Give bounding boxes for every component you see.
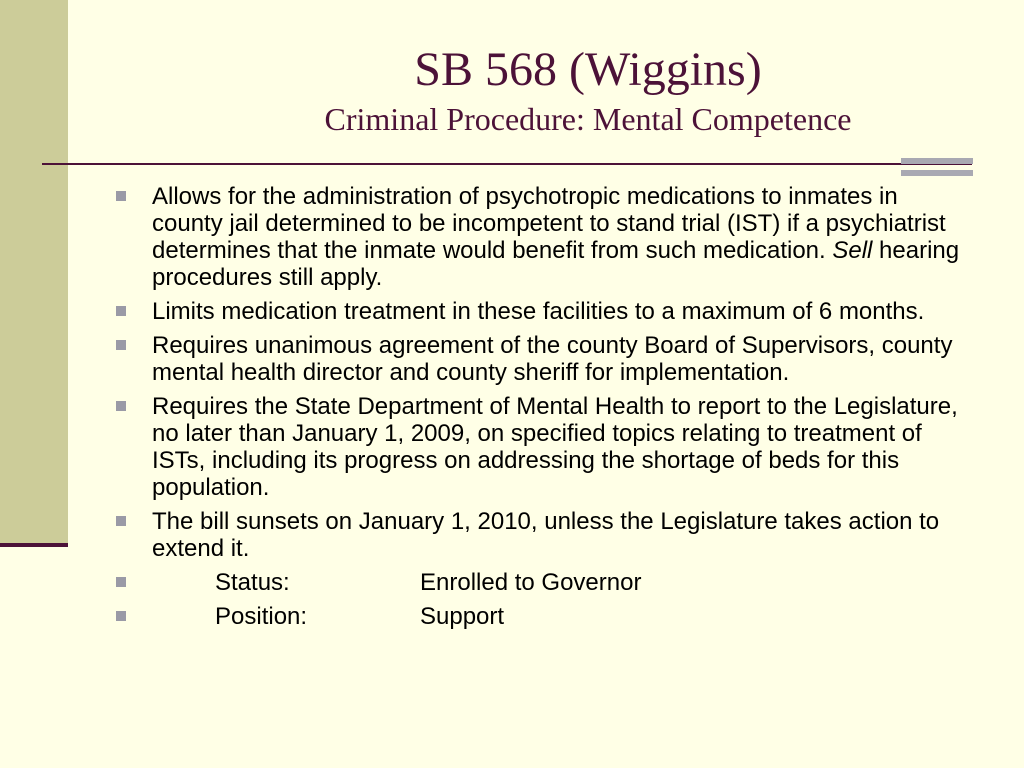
- case-name: Sell: [832, 237, 873, 264]
- square-bullet-icon: [116, 306, 126, 316]
- bullet-item: [114, 332, 974, 386]
- title-divider: [42, 163, 972, 165]
- position-value: Support: [420, 603, 505, 630]
- slide-title-block: [68, 42, 1024, 140]
- bullet-text: Limits medication treatment in these facilities to a maximum of 6 months.: [152, 298, 925, 325]
- bullet-item: [114, 183, 974, 291]
- left-band-rule: [0, 543, 68, 547]
- bullet-text: Requires the State Department of Mental Health to report to the Legislature, no later than January 1, 2009, on specified topics relating to treatment of ISTs, including its progress on addressing the shortage of beds for this population.: [152, 393, 958, 501]
- bullet-text: Requires unanimous agreement of the county Board of Supervisors, county mental health director and county sheriff for implementation.: [152, 332, 953, 386]
- position-label: Position:: [215, 603, 308, 630]
- bullet-text: hearing procedures still apply.: [152, 237, 960, 291]
- bullet-text: Allows for the administration of psychotropic medications to inmates in county jail determined to be incompetent to stand trial (IST) if a psychiatrist determines that the inmate would benefit from such medication.: [152, 183, 946, 264]
- status-label: Status:: [215, 569, 290, 596]
- status-item: [114, 569, 974, 596]
- accent-bar: [901, 158, 973, 164]
- square-bullet-icon: [116, 401, 126, 411]
- bullet-item: [114, 298, 974, 325]
- square-bullet-icon: [116, 191, 126, 201]
- slide-title: SB 568 (Wiggins): [414, 43, 762, 96]
- slide-subtitle: Criminal Procedure: Mental Competence: [324, 101, 852, 137]
- left-decorative-band: [0, 0, 68, 545]
- bullet-item: [114, 393, 974, 501]
- square-bullet-icon: [116, 516, 126, 526]
- status-value: Enrolled to Governor: [420, 569, 642, 596]
- bullet-text: The bill sunsets on January 1, 2010, unless the Legislature takes action to extend it.: [152, 508, 940, 562]
- square-bullet-icon: [116, 577, 126, 587]
- accent-bars: [901, 158, 973, 182]
- bullet-list: [114, 183, 974, 637]
- square-bullet-icon: [116, 611, 126, 621]
- square-bullet-icon: [116, 340, 126, 350]
- bullet-item: [114, 508, 974, 562]
- position-item: [114, 603, 974, 630]
- accent-bar: [901, 170, 973, 176]
